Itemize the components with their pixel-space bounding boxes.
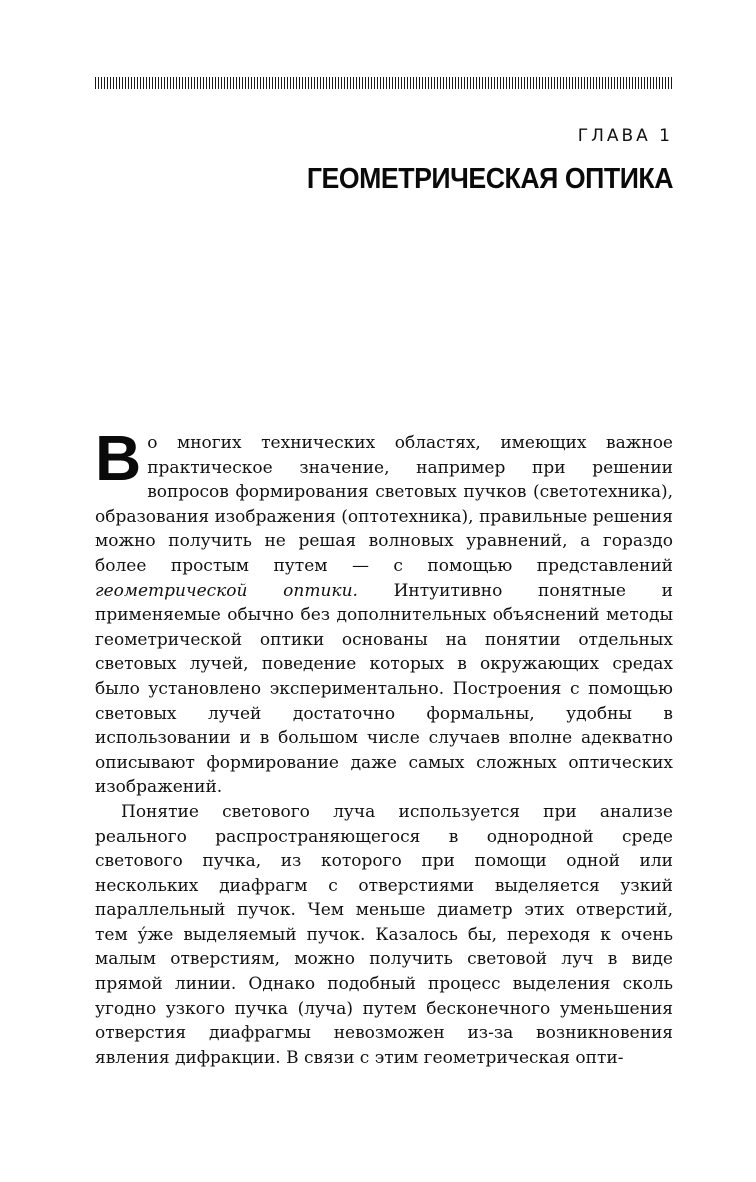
emphasized-term: геометрической оптики. bbox=[95, 580, 358, 601]
paragraph-1 bbox=[95, 422, 673, 800]
body-text bbox=[95, 422, 673, 1070]
paragraph-2: Понятие светового луча используется при анализе реального распространяющегося в однородной среде светового пучка, из которого при помощи одной или нескольких диафрагм с отверстиями выделяется узкий параллельный пучок. Чем меньше диаметр этих отверстий, тем у́же выделяемый пучок. Казалось бы, переходя к очень малым отверстиям, можно получить световой луч в виде прямой линии. Однако подобный процесс выделения сколь угодно узкого пучка (луча) путем бесконечного уменьшения отверстия диафрагмы невозможен из-за возникновения явления дифракции. В связи с этим геометрическая опти- bbox=[95, 801, 673, 1068]
header-ornament-rule bbox=[95, 77, 673, 89]
chapter-title: ГЕОМЕТРИЧЕСКАЯ ОПТИКА bbox=[306, 163, 673, 195]
paragraph-1-text-end: Интуитивно понятные и применяемые обычно без дополнительных объяснений методы геометрической оптики основаны на понятии отдельных световых лучей, поведение которых в окружающих средах было установлено экспериментально. Построения с помощью световых лучей достаточно формальны, удобны в использовании и в большом числе случаев вполне адекватно описывают формирование даже самых сложных оптических изображений. bbox=[95, 580, 673, 798]
drop-cap: В bbox=[95, 422, 142, 494]
paragraph-1-text-start: о многих технических областях, имеющих важное практическое значение, например при решении вопросов формирования световых пучков (светотехника), образования изображения (оптотехника), правильные решения можно получить не решая волновых уравнений, а гораздо более простым путем — с помощью представлений bbox=[95, 433, 673, 576]
chapter-label: ГЛАВА 1 bbox=[577, 126, 673, 146]
